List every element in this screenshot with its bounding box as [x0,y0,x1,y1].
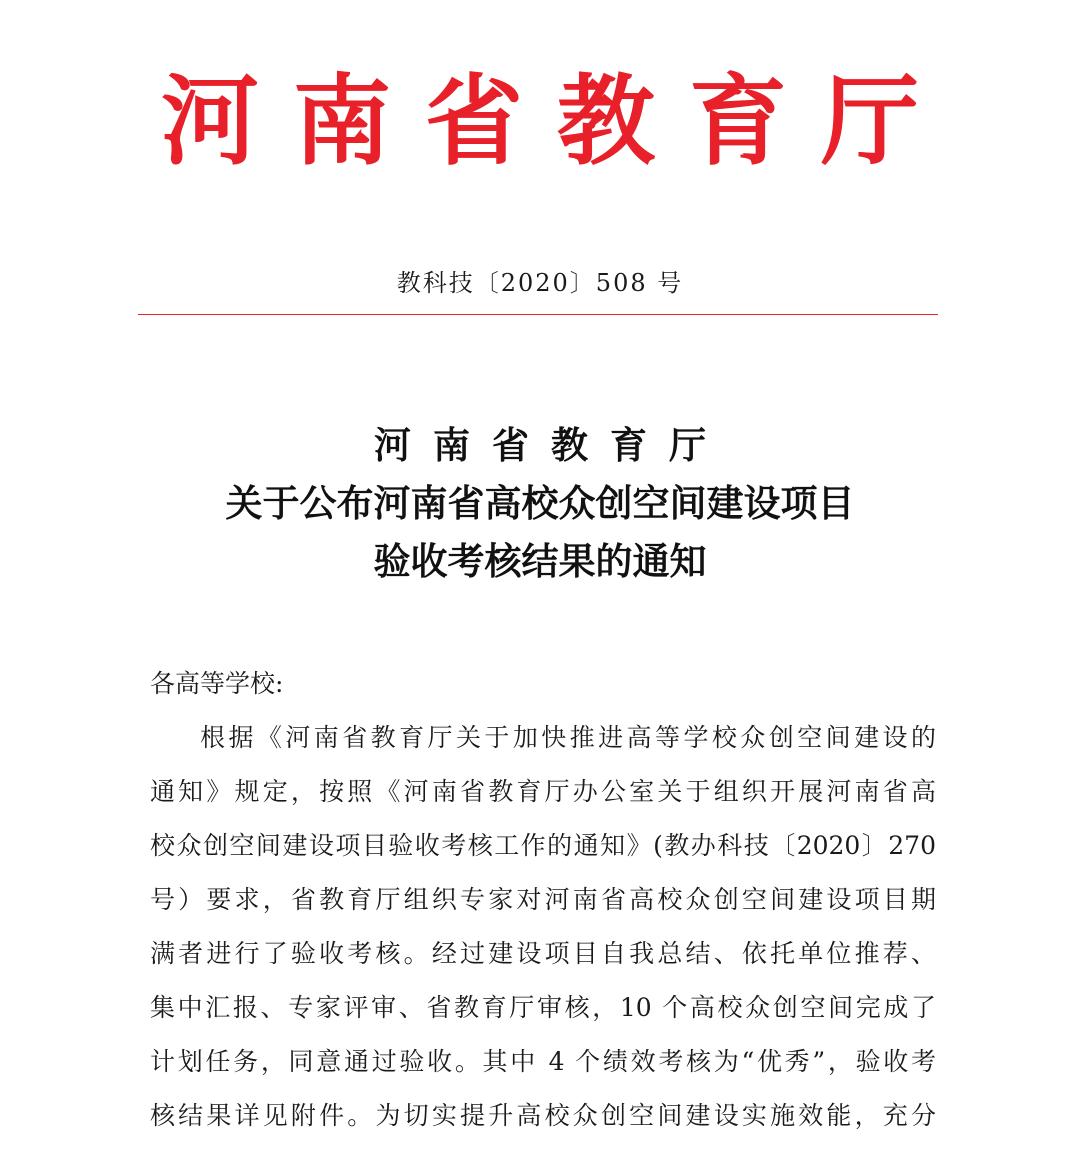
body-line: 满者进行了验收考核。经过建设项目自我总结、依托单位推荐、 [150,939,936,968]
document-body [150,657,936,1143]
document-number: 教科技〔2020〕508 号 [396,269,684,297]
body-line: 校众创空间建设项目验收考核工作的通知》(教办科技〔2020〕270 [150,831,936,860]
title-line-subject: 关于公布河南省高校众创空间建设项目 [225,481,855,525]
red-divider-rule [138,314,938,315]
body-line: 号）要求，省教育厅组织专家对河南省高校众创空间建设项目期 [150,885,936,914]
body-line: 集中汇报、专家评审、省教育厅审核，10 个高校众创空间完成了 [150,993,936,1022]
issuer-masthead: 河南省教育厅 [160,64,953,179]
body-line: 核结果详见附件。为切实提升高校众创空间建设实施效能，充分 [150,1101,936,1130]
salutation: 各高等学校: [150,669,284,698]
title-line-issuer: 河南省教育厅 [374,423,728,467]
body-line: 计划任务，同意通过验收。其中 4 个绩效考核为“优秀”，验收考 [150,1047,936,1076]
document-title [0,416,1080,590]
title-line-subject-end: 验收考核结果的通知 [373,539,707,583]
body-line: 通知》规定，按照《河南省教育厅办公室关于组织开展河南省高 [150,777,936,806]
body-line: 根据《河南省教育厅关于加快推进高等学校众创空间建设的 [200,723,936,752]
